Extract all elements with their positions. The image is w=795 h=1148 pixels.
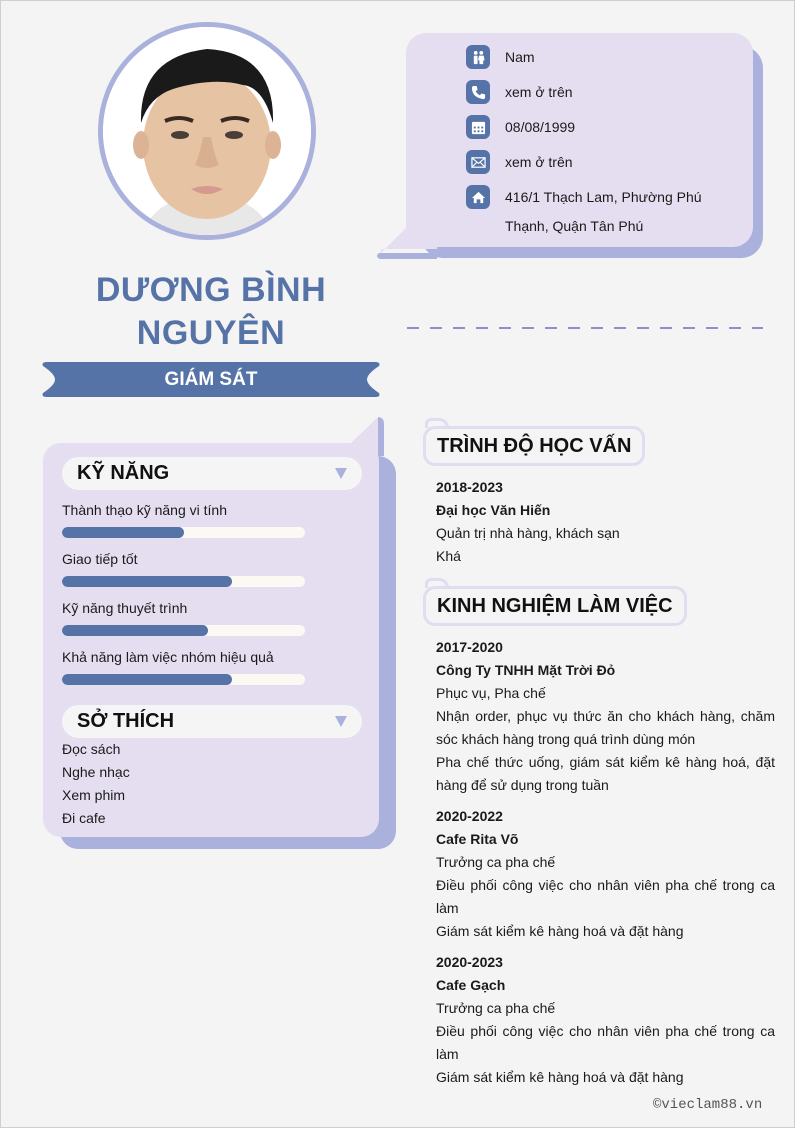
- avatar: [98, 22, 316, 240]
- position-title: GIÁM SÁT: [164, 369, 258, 390]
- education-major: Quản trị nhà hàng, khách sạn: [436, 525, 620, 541]
- experience-period: 2020-2023: [436, 954, 503, 970]
- experience-detail: Điều phối công việc cho nhân viên pha chế trong ca làm: [436, 1023, 775, 1062]
- experience-company: Cafe Gạch: [436, 977, 506, 993]
- experience-detail: Điều phối công việc cho nhân viên pha chế trong ca làm: [436, 877, 775, 916]
- experience-role: Trưởng ca pha chế: [436, 1000, 556, 1016]
- experience-header: KINH NGHIỆM LÀM VIỆC: [423, 586, 687, 626]
- skill-progress-fill: [62, 576, 232, 587]
- contact-address: [466, 185, 702, 209]
- experience-period: 2020-2022: [436, 808, 503, 824]
- hobbies-title: SỞ THÍCH: [77, 710, 175, 732]
- hobby-item: Nghe nhạc: [62, 764, 130, 780]
- contact-card: [406, 33, 753, 247]
- position-ribbon: [41, 362, 381, 397]
- skill-label: Giao tiếp tốt: [62, 551, 138, 567]
- phone-icon: [466, 80, 490, 104]
- skill-progress-fill: [62, 625, 208, 636]
- candidate-name: [41, 269, 381, 355]
- skill-label: Khả năng làm việc nhóm hiệu quả: [62, 649, 274, 665]
- name-line1: DƯƠNG BÌNH: [95, 271, 327, 309]
- hobbies-header: [62, 705, 362, 738]
- education-header: TRÌNH ĐỘ HỌC VẤN: [423, 426, 645, 466]
- mail-icon: [466, 150, 490, 174]
- phone-value: xem ở trên: [505, 84, 573, 100]
- experience-detail: Nhận order, phục vụ thức ăn cho khách hàng, chăm sóc khách hàng trong quá trình dùng món: [436, 708, 775, 747]
- name-line2: NGUYÊN: [136, 314, 286, 352]
- hobby-item: Đọc sách: [62, 741, 121, 757]
- experience-entry: [436, 636, 775, 797]
- education-grade: Khá: [436, 548, 461, 564]
- skills-header: [62, 457, 362, 490]
- portrait-photo: [103, 27, 311, 235]
- experience-entry: [436, 805, 775, 943]
- education-period: 2018-2023: [436, 479, 503, 495]
- experience-entry: [436, 951, 775, 1089]
- experience-detail: Giám sát kiểm kê hàng hoá và đặt hàng: [436, 923, 684, 939]
- experience-detail: Pha chế thức uống, giám sát kiểm kê hàng hoá, đặt hàng để sử dụng trong tuần: [436, 754, 775, 793]
- caret-down-icon: [335, 468, 347, 479]
- skill-label: Kỹ năng thuyết trình: [62, 600, 188, 616]
- birthday-value: 08/08/1999: [505, 119, 576, 135]
- contact-gender: [466, 45, 535, 69]
- skill-progress-bar: [62, 674, 305, 685]
- home-icon: [466, 185, 490, 209]
- address-line2: Thạnh, Quận Tân Phú: [505, 218, 644, 234]
- hobby-item: Xem phim: [62, 787, 126, 803]
- email-value: xem ở trên: [505, 154, 573, 170]
- experience-role: Trưởng ca pha chế: [436, 854, 556, 870]
- experience-company: Công Ty TNHH Mặt Trời Đỏ: [436, 662, 616, 678]
- contact-birthday: [466, 115, 575, 139]
- skills-title: KỸ NĂNG: [77, 462, 170, 484]
- caret-down-icon: [335, 716, 347, 727]
- address-line1: 416/1 Thạch Lam, Phường Phú: [505, 189, 702, 205]
- contact-email: [466, 150, 573, 174]
- gender-icon: [466, 45, 490, 69]
- skill-progress-fill: [62, 527, 184, 538]
- dashed-divider: [407, 327, 763, 329]
- calendar-icon: [466, 115, 490, 139]
- education-entry: [436, 476, 775, 568]
- experience-detail: Giám sát kiểm kê hàng hoá và đặt hàng: [436, 1069, 684, 1085]
- contact-phone: [466, 80, 573, 104]
- skill-progress-bar: [62, 625, 305, 636]
- gender-value: Nam: [505, 49, 535, 65]
- skill-progress-bar: [62, 576, 305, 587]
- skill-progress-fill: [62, 674, 232, 685]
- hobby-item: Đi cafe: [62, 810, 106, 826]
- skill-progress-bar: [62, 527, 305, 538]
- skill-label: Thành thạo kỹ năng vi tính: [62, 502, 227, 518]
- watermark: ©vieclam88.vn: [653, 1097, 763, 1113]
- education-school: Đại học Văn Hiến: [436, 502, 551, 518]
- experience-company: Cafe Rita Võ: [436, 831, 519, 847]
- experience-role: Phục vụ, Pha chế: [436, 685, 546, 701]
- experience-period: 2017-2020: [436, 639, 503, 655]
